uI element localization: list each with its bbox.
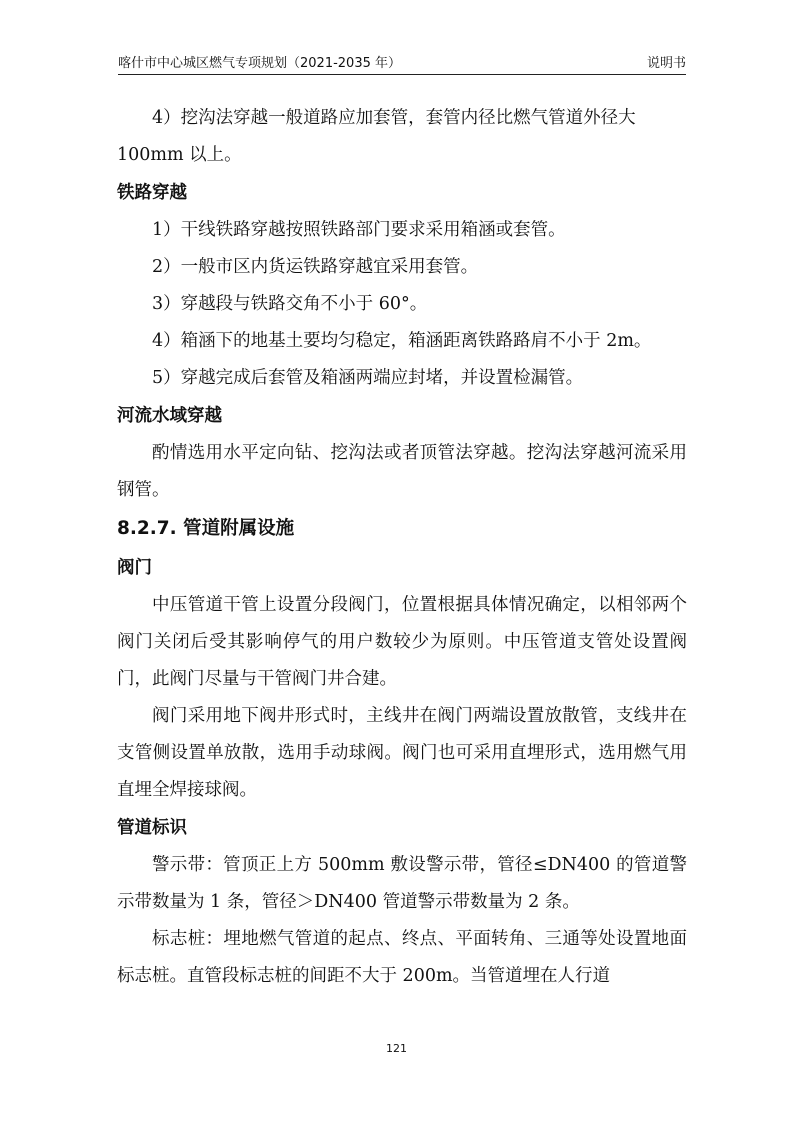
- paragraph: 阀门采用地下阀井形式时，主线井在阀门两端设置放散管，支线井在支管侧设置单放散，选用手动球阀。阀门也可采用直埋形式，选用燃气用直埋全焊接球阀。: [117, 706, 687, 800]
- paragraph: 100mm 以上。: [117, 145, 242, 165]
- subheading-river: 河流水域穿越: [117, 406, 222, 426]
- subheading-marking: 管道标识: [117, 818, 187, 838]
- list-item: 5）穿越完成后套管及箱涵两端应封堵，并设置检漏管。: [152, 368, 584, 388]
- section-heading: 8.2.7. 管道附属设施: [117, 518, 295, 539]
- paragraph: 4）挖沟法穿越一般道路应加套管，套管内径比燃气管道外径大: [152, 108, 636, 128]
- subheading-rail: 铁路穿越: [117, 183, 187, 203]
- paragraph: 酌情选用水平定向钻、挖沟法或者顶管法穿越。挖沟法穿越河流采用钢管。: [117, 443, 687, 500]
- header-title: 喀什市中心城区燃气专项规划（2021-2035 年）: [118, 56, 401, 71]
- page-header: [118, 54, 686, 75]
- paragraph: 警示带：管顶正上方 500mm 敷设警示带，管径≤DN400 的管道警示带数量为 1 条，管径＞DN400 管道警示带数量为 2 条。: [117, 855, 687, 912]
- list-item: 1）干线铁路穿越按照铁路部门要求采用箱涵或套管。: [152, 220, 566, 240]
- page-body: [117, 100, 687, 995]
- paragraph: 标志桩：埋地燃气管道的起点、终点、平面转角、三通等处设置地面标志桩。直管段标志桩的间距不大于 200m。当管道埋在人行道: [117, 929, 687, 986]
- page-number: 121: [386, 1042, 407, 1055]
- subheading-valve: 阀门: [117, 558, 152, 578]
- header-section: 说明书: [646, 56, 686, 71]
- paragraph: 中压管道干管上设置分段阀门，位置根据具体情况确定，以相邻两个阀门关闭后受其影响停气的用户数较少为原则。中压管道支管处设置阀门，此阀门尽量与干管阀门井合建。: [117, 595, 687, 689]
- list-item: 3）穿越段与铁路交角不小于 60°。: [152, 294, 428, 314]
- list-item: 4）箱涵下的地基土要均匀稳定，箱涵距离铁路路肩不小于 2m。: [152, 331, 652, 351]
- list-item: 2）一般市区内货运铁路穿越宜采用套管。: [152, 257, 479, 277]
